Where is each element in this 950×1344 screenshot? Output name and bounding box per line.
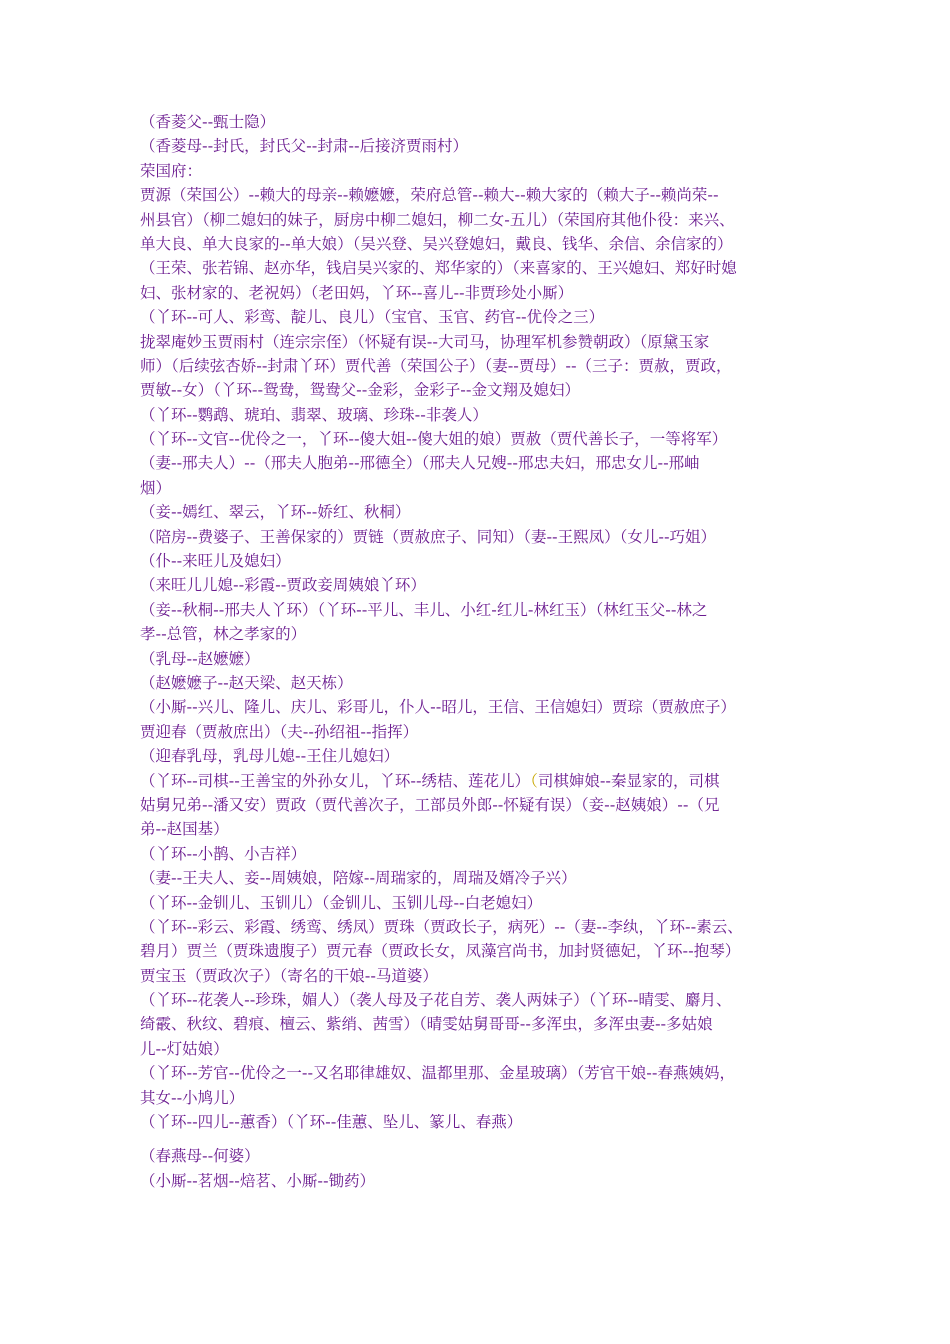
text-line: （丫环--文官--优伶之一，丫环--傻大姐--傻大姐的娘）贾赦（贾代善长子，一等将军） — [140, 430, 728, 449]
text-line: （妾--秋桐--邢夫人丫环）（丫环--平儿、丰儿、小红-红儿-林红玉）（林红玉父--林之 — [140, 600, 708, 619]
text-line: （丫环--可人、彩鸾、靛儿、良儿）（宝官、玉官、药官--优伶之三） — [140, 308, 605, 327]
text-line — [140, 769, 825, 793]
text-line: 孝--总管，林之孝家的） — [140, 625, 307, 644]
text-line: 姑舅兄弟--潘又安）贾政（贾代善次子，工部员外郎--怀疑有误）（妾--赵姨娘）--（兄 — [140, 795, 720, 814]
text-line: 贾迎春（贾赦庶出）（夫--孙绍祖--指挥） — [140, 722, 419, 741]
highlighted-bracket: （ — [530, 771, 538, 790]
text-line: （来旺儿儿媳--彩霞--贾政妾周姨娘丫环） — [140, 576, 426, 595]
text-line: （小厮--茗烟--焙茗、小厮--锄药） — [140, 1171, 376, 1190]
text-line: 妇、张材家的、老祝妈）（老田妈，丫环--喜儿--非贾珍处小厮） — [140, 283, 574, 302]
text-line: （小厮--兴儿、隆儿、庆儿、彩哥儿，仆人--昭儿，王信、王信媳妇）贾琮（贾赦庶子） — [140, 698, 736, 717]
text-line: （丫环--金钏儿、玉钏儿）（金钏儿、玉钏儿母--白老媳妇） — [140, 893, 543, 912]
text-line: 贾源（荣国公）--赖大的母亲--赖嬷嬷，荣府总管--赖大--赖大家的（赖大子--赖尚荣-- — [140, 186, 719, 205]
text-line: （丫环--彩云、彩霞、绣鸾、绣凤）贾珠（贾政长子，病死）--（妻--李纨，丫环--素云、 — [140, 917, 743, 936]
line-segment: （丫环--司棋--王善宝的外孙女儿，丫环--绣桔、莲花儿） — [140, 771, 531, 790]
text-line: （乳母--赵嬷嬷） — [140, 649, 260, 668]
text-line: （丫环--花袭人--珍珠，媚人）（袭人母及子花自芳、袭人两妹子）（丫环--晴雯、麝月、 — [140, 991, 732, 1010]
text-line: （丫环--鹦鹉、琥珀、翡翠、玻璃、珍珠--非袭人） — [140, 405, 488, 424]
text-line: （迎春乳母，乳母儿媳--王住儿媳妇） — [140, 747, 400, 766]
section-heading: 荣国府： — [140, 161, 203, 180]
text-line: （丫环--四儿--蕙香）（丫环--佳蕙、坠儿、篆儿、春燕） — [140, 1113, 523, 1132]
text-line: （妾--嫣红、翠云，丫环--娇红、秋桐） — [140, 503, 411, 522]
text-line: 绮霰、秋纹、碧痕、檀云、紫绡、茜雪）（晴雯姑舅哥哥--多浑虫，多浑虫妻--多姑娘 — [140, 1015, 713, 1034]
text-line: （赵嬷嬷子--赵天梁、赵天栋） — [140, 673, 353, 692]
paragraph-gap — [140, 1134, 825, 1144]
text-line: （仆--来旺儿及媳妇） — [140, 552, 291, 571]
text-line: （春燕母--何婆） — [140, 1147, 260, 1166]
text-line: （丫环--小鹊、小吉祥） — [140, 844, 307, 863]
text-line: （妻--王夫人、妾--周姨娘，陪嫁--周瑞家的，周瑞及婿冷子兴） — [140, 869, 577, 888]
text-line: （丫环--芳官--优伶之一--又名耶律雄奴、温都里那、金星玻璃）（芳官干娘--春燕姨妈， — [140, 1064, 735, 1083]
text-line: （香菱母--封氏，封氏父--封肃--后接济贾雨村） — [140, 137, 469, 156]
text-line: 贾敏--女）（丫环--鸳鸯，鸳鸯父--金彩，金彩子--金文翔及媳妇） — [140, 381, 580, 400]
text-line: 单大良、单大良家的--单大娘）（吴兴登、吴兴登媳妇，戴良、钱华、余信、余信家的） — [140, 234, 733, 253]
text-line: （香菱父--甄士隐） — [140, 113, 276, 131]
text-line: 贾宝玉（贾政次子）（寄名的干娘--马道婆） — [140, 966, 438, 985]
text-line: 拢翠庵妙玉贾雨村（连宗宗侄）（怀疑有误--大司马，协理军机参赞朝政）（原黛玉家 — [140, 332, 710, 351]
text-line: 师）（后续弦杏娇--封肃丫环）贾代善（荣国公子）（妻--贾母）--（三子：贾赦，贾政， — [140, 356, 732, 375]
text-line: （妻--邢夫人）--（邢夫人胞弟--邢德全）（邢夫人兄嫂--邢忠夫妇，邢忠女儿--邢岫 — [140, 454, 700, 473]
text-line: （陪房--费婆子、王善保家的）贾链（贾赦庶子、同知）（妻--王熙凤）（女儿--巧姐） — [140, 527, 717, 546]
line-segment: 司棋婶娘--秦显家的，司棋 — [537, 771, 720, 790]
text-line: 州县官）（柳二媳妇的妹子，厨房中柳二媳妇，柳二女-五儿）（荣国府其他仆役：来兴、 — [140, 210, 735, 229]
text-line: 碧月）贾兰（贾珠遗腹子）贾元春（贾政长女，凤藻宫尚书，加封贤德妃，丫环--抱琴） — [140, 942, 741, 961]
document-body — [140, 110, 825, 1193]
text-line: 其女--小鸠儿） — [140, 1088, 245, 1107]
text-line: 烟） — [140, 478, 172, 497]
text-line: 儿--灯姑娘） — [140, 1039, 229, 1058]
text-line: （王荣、张若锦、赵亦华，钱启吴兴家的、郑华家的）（来喜家的、王兴媳妇、郑好时媳 — [140, 259, 737, 278]
text-line: 弟--赵国基） — [140, 820, 229, 839]
